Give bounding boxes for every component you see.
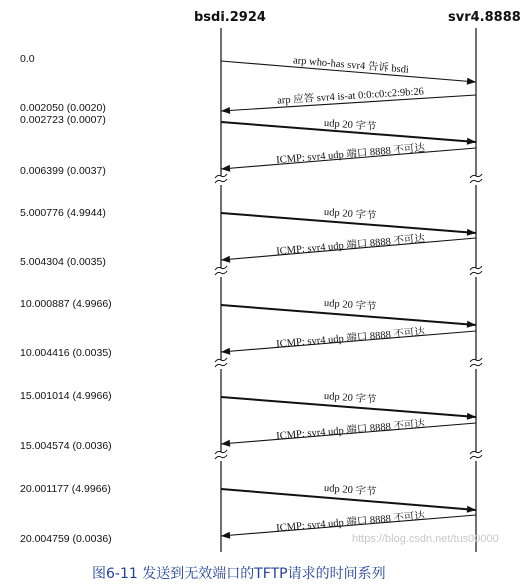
arrowhead-icon	[221, 440, 230, 447]
message-label: ICMP: svr4 udp 端口 8888 不可达	[275, 142, 426, 167]
timestamp: 5.004304 (0.0035)	[20, 256, 106, 268]
timestamp: 15.001014 (4.9966)	[20, 390, 112, 402]
timestamp: 0.002723 (0.0007)	[20, 114, 106, 126]
message-label: udp 20 字节	[323, 297, 377, 314]
timestamp: 0.006399 (0.0037)	[20, 165, 106, 177]
break-mark	[215, 363, 227, 367]
arrowhead-icon	[221, 348, 230, 355]
message-label: arp who-has svr4 告诉 bsdi	[292, 55, 409, 76]
break-mark	[215, 271, 227, 275]
message-label: udp 20 字节	[323, 390, 377, 407]
timestamp: 0.0	[20, 53, 35, 65]
arrowhead-icon	[221, 165, 230, 172]
message-label: ICMP: svr4 udp 端口 8888 不可达	[275, 326, 426, 351]
figure-caption: 图6-11 发送到无效端口的TFTP请求的时间系列	[92, 566, 386, 582]
message-label: udp 20 字节	[323, 482, 377, 499]
message-label: udp 20 字节	[323, 117, 377, 134]
timestamp: 10.000887 (4.9966)	[20, 298, 112, 310]
timestamp: 0.002050 (0.0020)	[20, 102, 106, 114]
message-label: arp 应答 svr4 is-at 0:0:c0:c2:9b:26	[276, 86, 425, 107]
timestamp: 20.001177 (4.9966)	[20, 483, 111, 495]
break-mark	[215, 455, 227, 459]
timestamp: 15.004574 (0.0036)	[20, 440, 112, 452]
message-label: udp 20 字节	[323, 206, 377, 223]
host-right-label: svr4.8888	[448, 10, 521, 25]
break-mark	[470, 455, 482, 459]
message-label: ICMP: svr4 udp 端口 8888 不可达	[275, 510, 426, 535]
break-mark	[470, 271, 482, 275]
timestamp: 20.004759 (0.0036)	[20, 533, 112, 545]
arrowhead-icon	[221, 256, 230, 263]
timestamp: 10.004416 (0.0035)	[20, 347, 112, 359]
break-mark	[470, 179, 482, 183]
break-mark	[470, 363, 482, 367]
arrowhead-icon	[467, 78, 476, 85]
arrowhead-icon	[221, 532, 230, 539]
message-label: ICMP: svr4 udp 端口 8888 不可达	[275, 233, 426, 258]
watermark: https://blog.csdn.net/tus00000	[352, 533, 499, 545]
break-mark	[215, 179, 227, 183]
message-label: ICMP: svr4 udp 端口 8888 不可达	[275, 418, 426, 443]
host-left-label: bsdi.2924	[194, 10, 266, 25]
arrowhead-icon	[221, 107, 230, 114]
timestamp: 5.000776 (4.9944)	[20, 207, 106, 219]
